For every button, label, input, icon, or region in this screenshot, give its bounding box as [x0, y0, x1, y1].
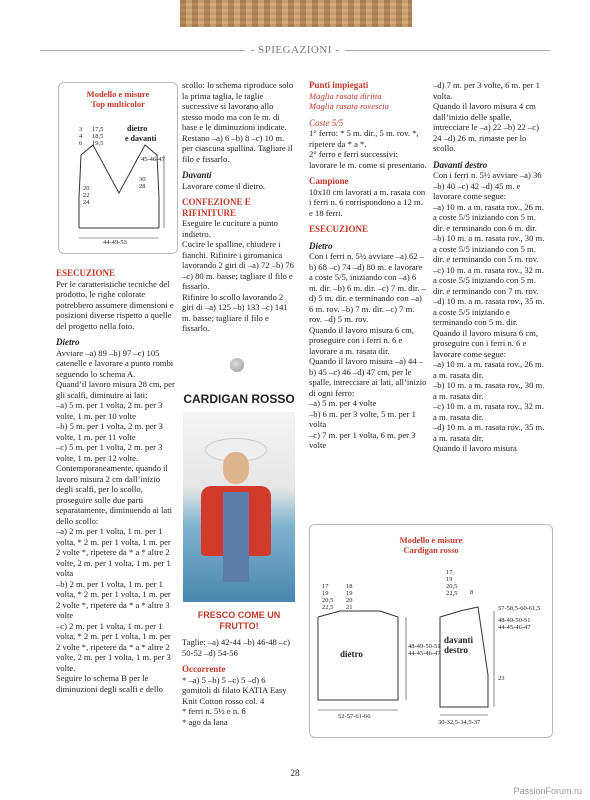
section-heading: CONFEZIONE E RIFINITURE — [182, 197, 251, 218]
paragraph: –b) 6 m. per 3 volte, 5 m. per 1 volta — [309, 408, 416, 429]
dim-label: 28 — [139, 183, 146, 190]
subheading: Dietro — [309, 240, 333, 251]
paragraph: Quando il lavoro misura — [433, 443, 517, 453]
stitch-name: Maglia rasata rovescia — [309, 101, 389, 111]
photo-caption: FRESCO COME UN FRUTTO! — [197, 610, 281, 631]
dim-label: 18 — [346, 583, 353, 590]
dim-label: 22,5 — [322, 604, 334, 611]
section-heading: ESECUZIONE — [56, 268, 116, 278]
paragraph: Quando il lavoro misura 6 cm, proseguire con i ferri n. 6 e lavorare a m. rasata dir. — [309, 324, 415, 356]
subheading: Davanti destro — [433, 159, 488, 170]
stitch-name: Maglia rasata diritta — [309, 90, 382, 101]
column-2 — [182, 80, 296, 334]
diagram-title-line2: Top multicolor — [91, 99, 145, 109]
dim-label: 23 — [498, 675, 505, 682]
subheading: Campione — [309, 176, 349, 186]
dim-label: 17 — [446, 569, 453, 576]
dim-label: 24 — [83, 199, 90, 206]
dim-label: 44-45-46-47 — [408, 650, 441, 657]
paragraph: –b) 10 m. a m. rasata rov., 30 m. a m. rasata dir. — [433, 380, 545, 401]
paragraph: 1° ferro: * 5 m. dir., 5 m. rov. *, ripetere da * a *. — [309, 128, 419, 149]
piece-label: dietro — [127, 124, 148, 133]
column-4 — [433, 80, 548, 454]
dim-label: 48-49-50-51 — [408, 643, 441, 650]
section-heading: ESECUZIONE — [309, 224, 369, 234]
dim-label: 4 — [79, 133, 83, 140]
sizes: Taglie: –a) 42-44 –b) 46-48 –c) 50-52 –d) 54-56 — [182, 637, 290, 658]
column-2-lower — [182, 610, 296, 727]
paragraph: Con i ferri n. 5½ avviare –a) 62 –b) 68 –c) 74 –d) 80 m. e lavorare a coste 5/5, iniziando con –a) 6 m. dir. –b) 6 m. dir. –c) 7 m. dir. –d) 5 m. dir. e terminando con –a) 6 m. rov. –b) 7 m. dir. –c) 7 m. rov. –d) 5 m. rov. — [309, 251, 426, 324]
paragraph: Per le caratteristiche tecniche del prodotto, le righe colorate potrebbero assumere dimensioni e posizioni diverse rispetto a quelle del progetto nella foto. — [56, 278, 174, 331]
piece-label: davanti — [444, 635, 474, 645]
dim-label: 30-32,5-34,5-37 — [438, 719, 481, 726]
piece-label: destro — [444, 645, 468, 655]
dim-label: 3 — [79, 126, 83, 133]
paragraph: –a) 2 m. per 1 volta, 1 m. per 1 volta, * 2 m. per 1 volta, 1 m. per 2 volte *, ripetere da * a * altre 2 volte, 2 m. per 1 volta, 1 m. per 1 volta — [56, 526, 171, 578]
dim-label: 19,5 — [92, 140, 104, 147]
list-item: * ferri n. 5½ e n. 6 — [182, 706, 246, 716]
blue-top-shape — [223, 492, 249, 582]
diagram-title-line1: Modello e misure — [86, 89, 150, 99]
paragraph: Con i ferri n. 5½ avviare –a) 36 –b) 40 –c) 42 –d) 45 m. e lavorare come segue: — [433, 170, 542, 201]
paragraph: Eseguire le cuciture a punto indietro. — [182, 218, 278, 239]
dim-label: 20 — [346, 597, 353, 604]
dim-label: 48-49-50-51 — [498, 617, 531, 624]
paragraph: –b) 2 m. per 1 volta, 1 m. per 1 volta, * 2 m. per 1 volta, 1 m. per 2 volte *, ripetere da * a * altre 3 volte — [56, 578, 171, 620]
paragraph: Contemporaneamente, quando il lavoro misura 2 cm dall’inizio degli scalfi, per lo scollo, proseguire sulle due parti separatamente, diminuendo ai lati dello scollo: — [56, 463, 172, 526]
knit-texture-banner — [180, 0, 412, 27]
paragraph: –d) 10 m. a m. rasata rov., 35 m. a coste 5/5 iniziando e terminando con 5 m. dir. — [433, 296, 545, 327]
paragraph: –d) 10 m. a m. rasata rov., 35 m. a m. rasata dir. — [433, 422, 545, 443]
cardigan-heading: CARDIGAN ROSSO — [183, 392, 295, 406]
paragraph: –c) 2 m. per 1 volta, 1 m. per 1 volta, * 2 m. per 1 volta, 1 m. per 2 volte *, ripetere da * a * altre 2 volte, 2 m. per 1 volta, 1 m. per 3 volte. — [56, 620, 171, 673]
yarn-ball-icon — [230, 358, 244, 372]
subheading: Davanti — [182, 170, 212, 180]
dim-label: 17 — [322, 583, 329, 590]
column-3 — [309, 80, 427, 451]
dim-label: 44-49-53 — [103, 239, 127, 246]
dim-label: 17,5 — [92, 126, 104, 133]
dim-label: 44-45-46-47 — [498, 624, 531, 631]
face-shape — [223, 452, 249, 484]
paragraph: –c) 5 m. per 1 volta, 2 m. per 3 volte, 1 m. per 12 volte. — [56, 442, 163, 463]
dim-label: 19 — [322, 590, 329, 597]
paragraph: Lavorare come il dietro. — [182, 180, 266, 191]
section-header: - SPIEGAZIONI - — [0, 44, 590, 56]
dim-label: 21 — [346, 604, 353, 611]
dim-label: 45-46-47 — [141, 156, 165, 163]
paragraph: Quando il lavoro misura 6 cm, proseguire con i ferri n. 6 e lavorare come segue: — [433, 327, 539, 359]
paragraph: Quand’il lavoro misura 28 cm, per gli scalfi, diminuire ai lati: — [56, 379, 175, 400]
diagram-title-line1: Modello e misure — [399, 535, 463, 545]
piece-label: e davanti — [125, 134, 157, 143]
subheading: Occorrente — [182, 664, 226, 674]
dim-label: 18,5 — [92, 133, 104, 140]
dim-label: 19 — [346, 590, 353, 597]
dim-label: 19 — [446, 576, 453, 583]
watermark: PassionForum.ru — [513, 786, 582, 796]
paragraph: –a) 5 m. per 4 volte — [309, 398, 377, 408]
paragraph: –c) 7 m. per 1 volta, 6 m. per 3 volte — [309, 429, 416, 450]
paragraph: –b) 10 m. a m. rasata rov., 30 m. a coste 5/5 iniziando con 5 m. dir. e terminando con 5 m. rov. — [433, 233, 545, 264]
list-item: * –a) 5 –b) 5 –c) 5 –d) 6 gomitoli di filato KATIA Easy Knit Cotton rosso col. 4 — [182, 674, 287, 706]
diagram-box-top — [58, 82, 178, 254]
dim-label: 30 — [139, 176, 146, 183]
piece-label: dietro — [340, 649, 363, 659]
dim-label: 52-57-61-66 — [338, 713, 371, 720]
paragraph: Cucire le spalline, chiudere i fianchi. Rifinire i giromanica lavorando 2 giri di –a) 72 –b) 76 –c) 80 m. basse; tagliare il filo e fissarlo. — [182, 239, 294, 291]
cardigan-schematic — [310, 525, 552, 737]
dim-label: 22,5 — [446, 590, 458, 597]
paragraph: 10x10 cm lavorati a m. rasata con i ferri n. 6 corrispondono a 12 m. e 18 ferri. — [309, 186, 426, 218]
page-number: 28 — [290, 768, 300, 778]
dim-label: 20,5 — [446, 583, 458, 590]
paragraph: scollo: lo schema riproduce solo la prima taglia, le taglie successive si lavorano allo stesso modo ma con le m. di base e le diminuzioni indicate. Restano –a) 6 –b) 8 –c) 10 m. per ciascuna spallina. Tagliare il filo e fissarlo. — [182, 80, 294, 164]
paragraph: –b) 5 m. per 1 volta, 2 m. per 3 volte, 1 m. per 11 volte — [56, 421, 163, 442]
column-1 — [56, 268, 176, 694]
dim-label: 22 — [83, 192, 90, 199]
paragraph: –c) 10 m. a m. rasata rov., 32 m. a coste 5/5 iniziando con 5 m. dir. e terminando con 7 m. rov. — [433, 264, 544, 296]
section-heading: Punti impiegati — [309, 80, 369, 90]
subheading: Coste 5/5 — [309, 117, 344, 128]
dim-label: 8 — [470, 589, 474, 596]
paragraph: 2° ferro e ferri successivi: lavorare le m. come si presentano. — [309, 149, 427, 170]
model-photo — [183, 412, 295, 602]
diagram-box-cardigan — [309, 524, 553, 738]
paragraph: Quando il lavoro misura –a) 44 –b) 45 –c) 46 –d) 47 cm, per le spalle, intrecciare ai lati, all’inizio di ogni ferro: — [309, 356, 427, 398]
paragraph: –c) 10 m. a m. rasata rov., 32 m. a m. rasata dir. — [433, 401, 544, 422]
paragraph: –a) 5 m. per 1 volta, 2 m. per 3 volte, 1 m. per 10 volte — [56, 400, 163, 421]
paragraph: Rifinire lo scollo lavorando 2 giri di –a) 125 –b) 133 –c) 141 m. basse; tagliare il filo e fissarlo. — [182, 291, 288, 333]
dim-label: 20 — [83, 185, 90, 192]
list-item: * ago da lana — [182, 716, 228, 727]
dim-label: 6 — [79, 140, 83, 147]
paragraph: Avviare –a) 89 –b) 97 –c) 105 catenelle e lavorare a punto rombi seguendo lo schema A. — [56, 347, 174, 379]
paragraph: Seguire lo schema B per le diminuzioni degli scalfi e dello — [56, 673, 163, 694]
dim-label: 20,5 — [322, 597, 334, 604]
paragraph: –d) 7 m. per 3 volte, 6 m. per 1 volta. — [433, 80, 540, 101]
paragraph: Quando il lavoro misura 4 cm dall’inizio delle spalle, intrecciare le –a) 22 –b) 22 –c) 24 –d) 26 m. rimaste per lo scollo. — [433, 101, 539, 153]
diagram-title-line2: Cardigan rosso — [403, 545, 459, 555]
paragraph: –a) 10 m. a m. rasata rov., 26 m. a m. rasata dir. — [433, 359, 544, 380]
subheading: Dietro — [56, 337, 80, 347]
paragraph: –a) 10 m. a m. rasata rov., 26 m. a coste 5/5 iniziando con 5 m. dir. e terminando con 6 m. dir. — [433, 201, 544, 233]
dim-label: 57-58,5-60-61,5 — [498, 605, 541, 612]
top-schematic — [59, 83, 177, 253]
